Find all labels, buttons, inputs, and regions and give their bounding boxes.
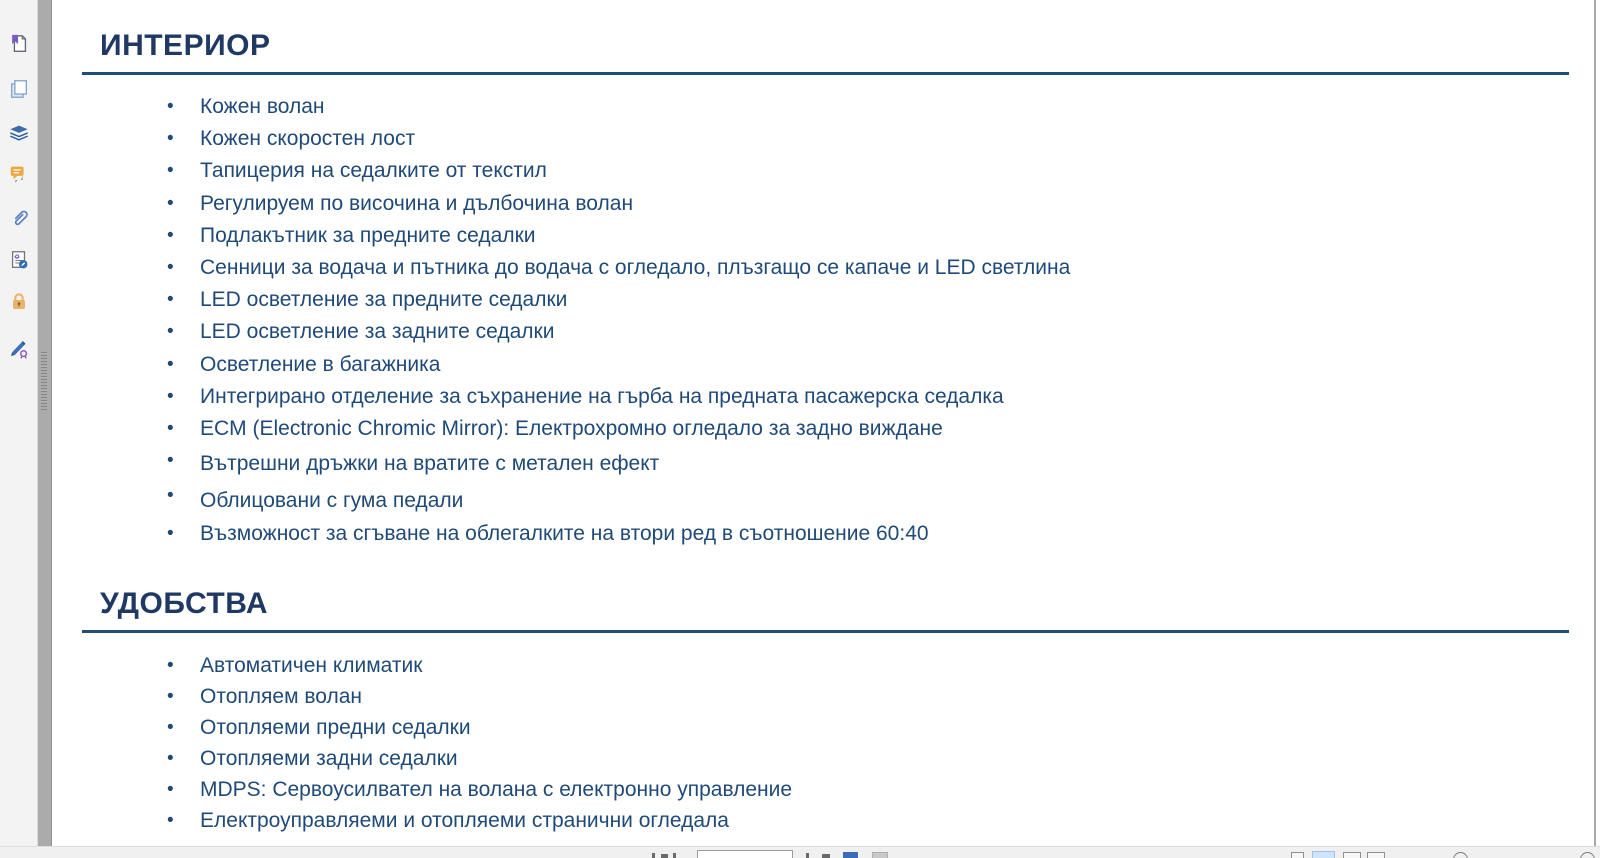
list-item: • Кожен скоростен лост	[82, 123, 1569, 155]
list-item: • Отопляем волан	[82, 681, 1569, 712]
security-button[interactable]	[6, 289, 32, 315]
pdf-page	[52, 0, 1593, 846]
splitter-grip-handle[interactable]	[41, 352, 47, 410]
list-item: • Облицовани с гума педали	[82, 480, 1569, 517]
page-thumbnails-button[interactable]	[6, 76, 32, 102]
layers-button[interactable]	[6, 119, 32, 145]
attachments-button[interactable]	[6, 204, 32, 230]
page-layout-icon[interactable]	[872, 852, 888, 858]
navigation-pane-rail	[0, 0, 37, 846]
page-label-text	[661, 854, 668, 858]
section-title: УДОБСТВА	[100, 586, 269, 620]
list-item: • Сенници за водача и пътника до водача с огледало, плъзгащо се капаче и LED светлина	[82, 252, 1569, 284]
certificates-icon	[8, 338, 30, 360]
section-interior	[82, 0, 1569, 550]
zoom-in-icon[interactable]	[1580, 852, 1595, 858]
list-item: • LED осветление за предните седалки	[82, 284, 1569, 316]
page-label-text	[673, 853, 676, 858]
signatures-icon	[8, 249, 30, 271]
zoom-out-icon[interactable]	[1453, 852, 1468, 858]
comments-button[interactable]	[6, 161, 32, 187]
attachments-icon	[8, 206, 30, 228]
list-item: • Подлакътник за предните седалки	[82, 220, 1569, 252]
single-page-view-icon[interactable]	[1291, 852, 1304, 858]
bookmarks-button[interactable]	[6, 31, 32, 57]
two-page-scroll-view-icon[interactable]	[1367, 852, 1385, 858]
signatures-button[interactable]	[6, 247, 32, 273]
comfort-feature-list	[82, 650, 1569, 836]
list-item: • Вътрешни дръжки на вратите с метален ефект	[82, 445, 1569, 480]
pane-splitter[interactable]	[37, 0, 52, 846]
list-item: • LED осветление за задните седалки	[82, 316, 1569, 348]
page-number-input[interactable]	[697, 850, 793, 858]
list-item: • ECM (Electronic Chromic Mirror): Електрохромно огледало за задно виждане	[82, 413, 1569, 445]
two-page-view-icon[interactable]	[1343, 852, 1361, 858]
page-thumbnails-icon	[8, 78, 30, 100]
section-title-rule	[82, 72, 1569, 75]
interior-feature-list	[82, 91, 1569, 550]
security-icon	[8, 291, 30, 313]
section-title: ИНТЕРИОР	[100, 29, 271, 62]
certificates-button[interactable]	[6, 336, 32, 362]
page-label-text	[652, 853, 655, 858]
list-item: • Осветление в багажника	[82, 349, 1569, 381]
section-title-rule	[82, 630, 1569, 633]
comments-icon	[8, 163, 30, 185]
list-item: • Автоматичен климатик	[82, 650, 1569, 681]
list-item: • Регулируем по височина и дълбочина волан	[82, 188, 1569, 220]
continuous-scroll-view-icon[interactable]	[1312, 851, 1335, 858]
list-item: • Отопляеми предни седалки	[82, 712, 1569, 743]
page-count-text	[822, 854, 830, 858]
page-count-text	[806, 853, 809, 858]
list-item: • Интегрирано отделение за съхранение на гърба на предната пасажерска седалка	[82, 381, 1569, 413]
section-comfort	[82, 550, 1569, 836]
list-item: • Възможност за сгъване на облегалките на втори ред в съотношение 60:40	[82, 518, 1569, 550]
vertical-scrollbar[interactable]	[1594, 0, 1596, 846]
bookmarks-icon	[8, 33, 30, 55]
status-bar	[0, 846, 1600, 858]
list-item: • MDPS: Сервоусилвател на волана с електронно управление	[82, 774, 1569, 805]
page-flag-icon[interactable]	[843, 852, 858, 858]
list-item: • Електроуправляеми и отопляеми странични огледала	[82, 805, 1569, 836]
list-item: • Отопляеми задни седалки	[82, 743, 1569, 774]
list-item: • Тапицерия на седалките от текстил	[82, 155, 1569, 187]
layers-icon	[8, 121, 30, 143]
list-item: • Кожен волан	[82, 91, 1569, 123]
